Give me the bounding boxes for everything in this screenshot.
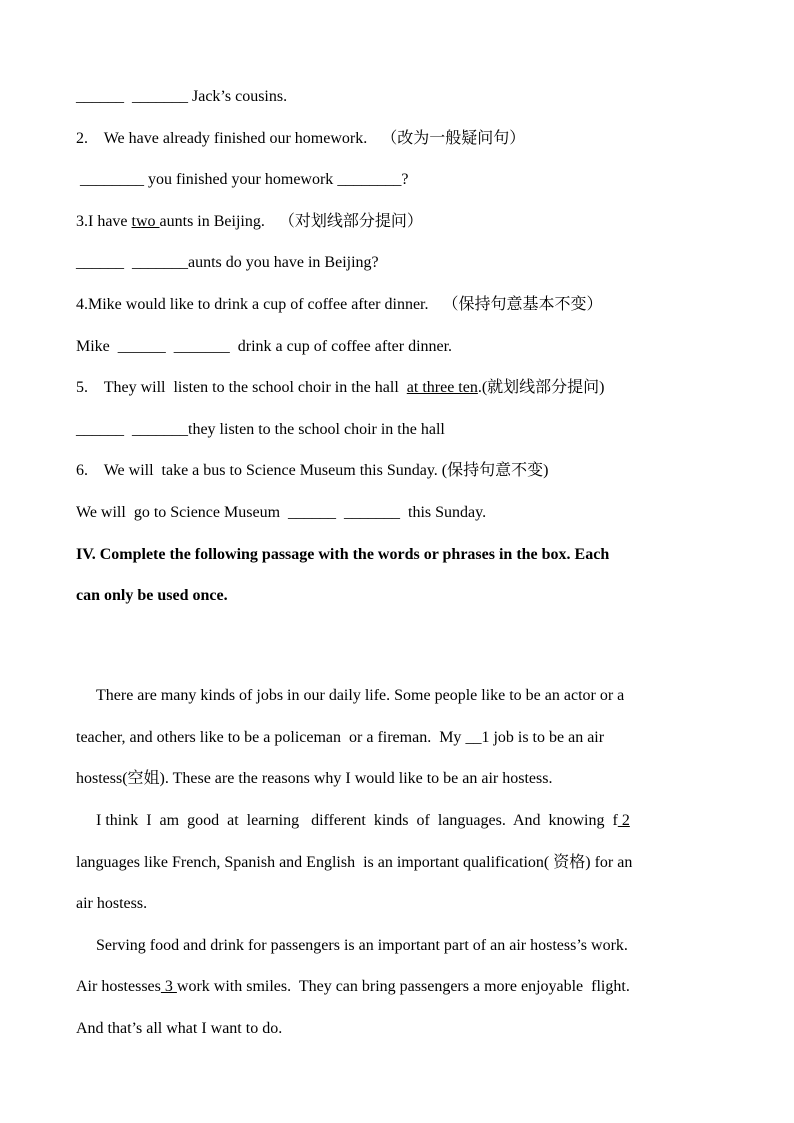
- answer-text: this Sunday.: [400, 504, 487, 521]
- answer-text: aunts do you have in Beijing?: [188, 254, 379, 271]
- blank-3[interactable]: 3: [160, 978, 177, 995]
- answer-line-2: [76, 170, 408, 190]
- answer-text: they listen to the school choir in the hall: [188, 421, 445, 438]
- answer-pre: We will go to Science Museum: [76, 504, 289, 521]
- question-5: [76, 378, 605, 398]
- section-heading-line-2: can only be used once.: [76, 587, 228, 604]
- answer-line-1: [76, 87, 287, 107]
- question-instruction: （保持句意基本不变）: [442, 296, 603, 313]
- answer-blanks[interactable]: ______ _______: [288, 504, 401, 521]
- passage-p1-line-3: hostess(空姐). These are the reasons why I would like to be an air hostess.: [76, 770, 553, 787]
- passage-p2-line-1: [96, 811, 630, 831]
- answer-line-5: [76, 420, 445, 440]
- question-text-pre: 3.I have: [76, 213, 132, 230]
- passage-p3-line-3: And that’s all what I want to do.: [76, 1020, 283, 1037]
- answer-pre: Mike: [76, 338, 118, 355]
- answer-line-3: [76, 253, 379, 273]
- question-6: [76, 461, 548, 481]
- question-text-post: aunts in Beijing.: [159, 213, 265, 230]
- answer-text: you finished your homework: [144, 171, 338, 188]
- underlined-part: at three ten: [406, 379, 478, 396]
- question-3: [76, 212, 423, 232]
- passage-text: work with smiles. They can bring passengers a more enjoyable flight.: [176, 978, 630, 995]
- question-text: 4.Mike would like to drink a cup of coffee after dinner.: [76, 296, 429, 313]
- passage-text: job is to be an air: [489, 729, 605, 746]
- question-instruction: （对划线部分提问）: [278, 213, 423, 230]
- passage-p2-line-2: languages like French, Spanish and English is an important qualification( 资格) for an: [76, 854, 633, 871]
- underlined-part: two: [131, 213, 160, 230]
- blank-1[interactable]: __1: [465, 729, 490, 746]
- answer-blanks[interactable]: ______ _______: [76, 421, 188, 438]
- question-instruction: (保持句意不变): [441, 462, 549, 479]
- passage-p3-line-2: [76, 977, 630, 997]
- question-text: 6. We will take a bus to Science Museum this Sunday.: [76, 462, 438, 479]
- answer-line-4: [76, 337, 452, 357]
- question-text-pre: 5. They will listen to the school choir in the hall: [76, 379, 407, 396]
- passage-p1-line-1: There are many kinds of jobs in our daily life. Some people like to be an actor or a: [96, 687, 625, 704]
- answer-blanks[interactable]: ______ _______: [76, 254, 188, 271]
- passage-p3-line-1: Serving food and drink for passengers is an important part of an air hostess’s work.: [96, 937, 628, 954]
- answer-text: drink a cup of coffee after dinner.: [229, 338, 453, 355]
- passage-text: I think I am good at learning different kinds of languages. And knowing f: [96, 812, 618, 829]
- question-text: 2. We have already finished our homework.: [76, 130, 368, 147]
- passage-text: teacher, and others like to be a policeman or a fireman. My: [76, 729, 466, 746]
- question-text-post: .(就划线部分提问): [477, 379, 605, 396]
- passage-p2-line-3: air hostess.: [76, 895, 148, 912]
- blank-2[interactable]: 2: [617, 812, 630, 829]
- answer-blanks[interactable]: ______ _______: [76, 88, 188, 105]
- question-2: [76, 129, 525, 149]
- question-instruction: （改为一般疑问句）: [381, 130, 526, 147]
- answer-blanks[interactable]: ______ _______: [117, 338, 230, 355]
- answer-text: Jack’s cousins.: [188, 88, 288, 105]
- passage-text: Air hostesses: [76, 978, 161, 995]
- answer-blank-1[interactable]: ________: [76, 171, 144, 188]
- question-4: [76, 295, 603, 315]
- passage-p1-line-2: [76, 728, 604, 748]
- answer-line-6: [76, 503, 486, 523]
- answer-end: ?: [401, 171, 409, 188]
- section-heading-line-1: IV. Complete the following passage with the words or phrases in the box. Each: [76, 546, 610, 563]
- answer-blank-2[interactable]: ________: [337, 171, 402, 188]
